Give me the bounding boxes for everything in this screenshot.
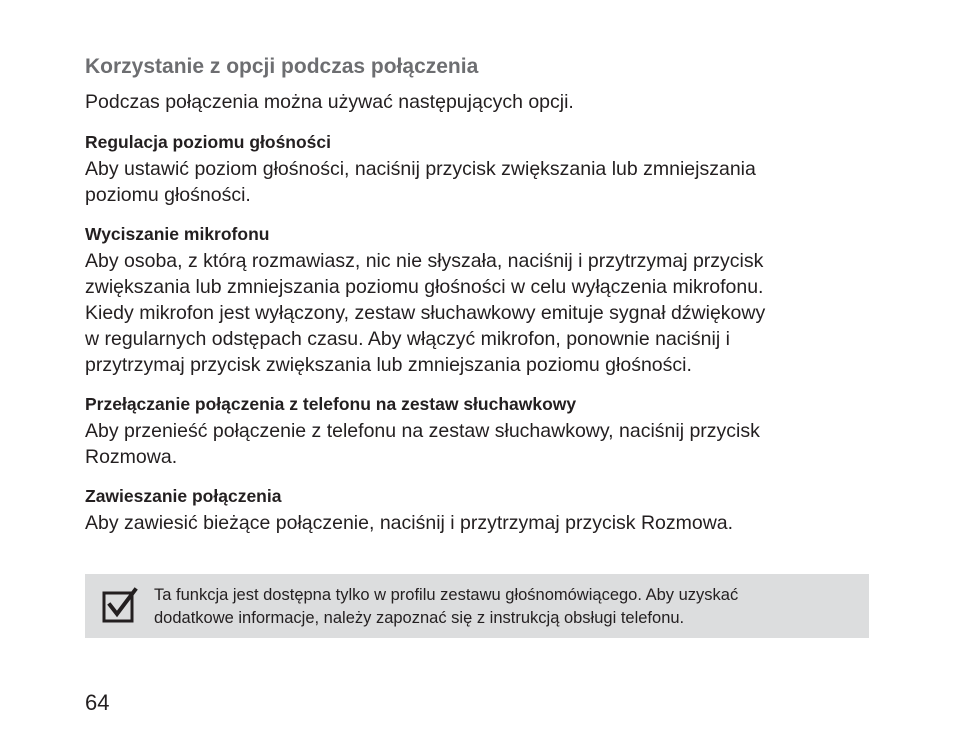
section-volume [85,128,870,208]
section-hold [85,482,870,536]
body-line: poziomu głośności. [85,184,251,206]
section-body [85,418,870,470]
note-text [154,584,738,630]
page-title: Korzystanie z opcji podczas połączenia [85,55,479,78]
body-line: Kiedy mikrofon jest wyłączony, zestaw słuchawkowy emituje sygnał dźwiękowy [85,302,766,324]
section-mute [85,220,870,378]
page-content [85,52,870,548]
section-heading: Przełączanie połączenia z telefonu na zestaw słuchawkowy [85,394,577,414]
section-heading: Zawieszanie połączenia [85,486,282,506]
body-line: Aby osoba, z którą rozmawiasz, nic nie słyszała, naciśnij i przytrzymaj przycisk [85,250,764,272]
section-heading: Wyciszanie mikrofonu [85,224,270,244]
page-number: 64 [85,690,110,715]
body-line: Aby zawiesić bieżące połączenie, naciśnij i przytrzymaj przycisk Rozmowa. [85,512,734,534]
section-body [85,510,870,536]
body-line: przytrzymaj przycisk zwiększania lub zmniejszania poziomu głośności. [85,354,692,376]
body-line: Aby ustawić poziom głośności, naciśnij przycisk zwiększania lub zmniejszania [85,158,756,180]
checkbox-checked-icon [102,587,138,624]
intro-paragraph: Podczas połączenia można używać następujących opcji. [85,91,574,113]
body-line: zwiększania lub zmniejszania poziomu głośności w celu wyłączenia mikrofonu. [85,276,764,298]
note-line: Ta funkcja jest dostępna tylko w profilu zestawu głośnomówiącego. Aby uzyskać [154,586,739,604]
section-body [85,156,870,208]
body-line: Rozmowa. [85,446,178,468]
section-body [85,248,870,378]
note-line: dodatkowe informacje, należy zapoznać się z instrukcją obsługi telefonu. [154,609,685,627]
body-line: w regularnych odstępach czasu. Aby włączyć mikrofon, ponownie naciśnij i [85,328,730,350]
section-heading: Regulacja poziomu głośności [85,132,332,152]
section-transfer [85,390,870,470]
body-line: Aby przenieść połączenie z telefonu na zestaw słuchawkowy, naciśnij przycisk [85,420,760,442]
note-box [85,574,869,638]
